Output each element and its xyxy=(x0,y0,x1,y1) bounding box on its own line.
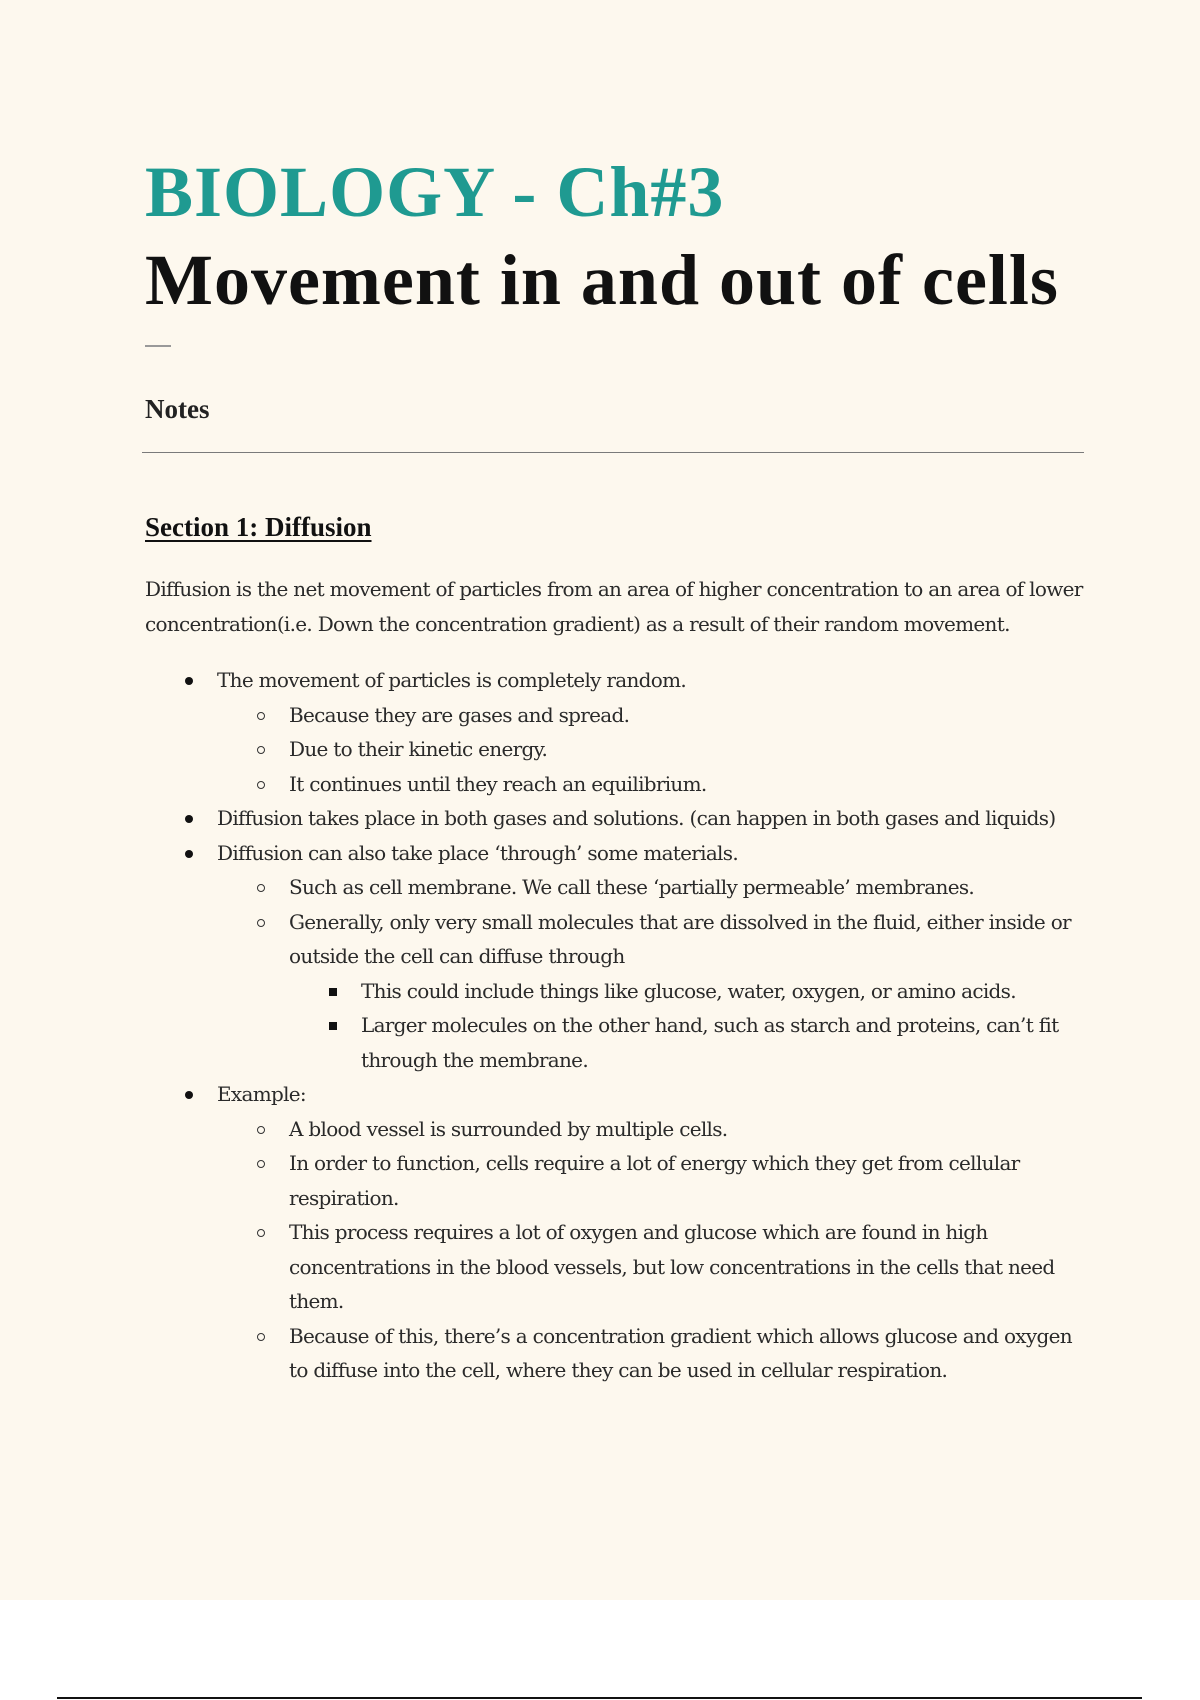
sub-list-item xyxy=(217,732,1090,767)
sub-list xyxy=(217,870,1090,1077)
sub-list-item-text: Such as cell membrane. We call these ‘partially permeable’ membranes. xyxy=(289,875,975,899)
section-heading: Section 1: Diffusion xyxy=(145,512,372,542)
sub-list-item-text: A blood vessel is surrounded by multiple cells. xyxy=(289,1116,728,1141)
sub-list-item xyxy=(217,1215,1090,1319)
section-content xyxy=(145,572,1090,1388)
horizontal-rule xyxy=(142,452,1084,453)
bullet-list xyxy=(145,663,1090,1388)
page-title: Movement in and out of cells xyxy=(145,240,1059,320)
bullet-circle-icon xyxy=(257,905,277,940)
sub-list-item-text: Due to their kinetic energy. xyxy=(289,737,548,761)
bullet-square-icon xyxy=(329,974,349,1009)
sub-list-item xyxy=(217,870,1090,905)
list-item xyxy=(145,663,1090,801)
sub-list-item-text: It continues until they reach an equilibrium. xyxy=(289,771,707,796)
sub-sub-list-item-text: Larger molecules on the other hand, such as starch and proteins, can’t fit through the membrane. xyxy=(361,1013,1059,1072)
bullet-disc-icon xyxy=(185,1077,205,1112)
sub-list-item-text: Generally, only very small molecules that are dissolved in the fluid, either inside or outside the cell can diffuse through xyxy=(289,909,1071,968)
sub-list-item xyxy=(217,767,1090,802)
subject-title: BIOLOGY - Ch#3 xyxy=(145,152,725,232)
sub-list-item-text: Because of this, there’s a concentration gradient which allows glucose and oxygen to diffuse into the cell, where they can be used in cellular respiration. xyxy=(289,1323,1072,1382)
sub-sub-list-item xyxy=(289,974,1090,1009)
list-item-text: Example: xyxy=(217,1082,306,1106)
page-bottom-rule xyxy=(57,1697,1142,1699)
bullet-circle-icon xyxy=(257,1146,277,1181)
bullet-circle-icon xyxy=(257,1215,277,1250)
list-item xyxy=(145,801,1090,836)
bullet-circle-icon xyxy=(257,870,277,905)
sub-sub-list xyxy=(289,974,1090,1078)
sub-sub-list-item-text: This could include things like glucose, water, oxygen, or amino acids. xyxy=(361,978,1016,1003)
sub-list-item-text: This process requires a lot of oxygen and glucose which are found in high concentrations in the blood vessels, but low concentrations in the cells that need them. xyxy=(289,1220,1055,1313)
list-item-text: Diffusion takes place in both gases and solutions. (can happen in both gases and liquids) xyxy=(217,806,1056,830)
bullet-circle-icon xyxy=(257,698,277,733)
sub-list-item xyxy=(217,698,1090,733)
bullet-disc-icon xyxy=(185,836,205,871)
intro-paragraph: Diffusion is the net movement of particles from an area of higher concentration to an area of lower concentration(i.e. Down the concentration gradient) as a result of their random movement. xyxy=(145,577,1083,636)
bullet-circle-icon xyxy=(257,767,277,802)
bullet-circle-icon xyxy=(257,1112,277,1147)
sub-sub-list-item xyxy=(289,1008,1090,1077)
bullet-circle-icon xyxy=(257,1319,277,1354)
bullet-disc-icon xyxy=(185,801,205,836)
bullet-square-icon xyxy=(329,1008,349,1043)
sub-list xyxy=(217,1112,1090,1388)
title-dash-divider xyxy=(145,345,171,347)
notes-label: Notes xyxy=(145,394,210,424)
sub-list-item xyxy=(217,1146,1090,1215)
sub-list-item xyxy=(217,905,1090,1078)
sub-list-item xyxy=(217,1319,1090,1388)
list-item-text: Diffusion can also take place ‘through’ some materials. xyxy=(217,840,738,865)
list-item xyxy=(145,1077,1090,1388)
sub-list-item-text: In order to function, cells require a lot of energy which they get from cellular respiration. xyxy=(289,1151,1020,1210)
bullet-circle-icon xyxy=(257,732,277,767)
bullet-disc-icon xyxy=(185,663,205,698)
list-item-text: The movement of particles is completely random. xyxy=(217,668,687,692)
list-item xyxy=(145,836,1090,1078)
sub-list xyxy=(217,698,1090,802)
sub-list-item-text: Because they are gases and spread. xyxy=(289,702,630,727)
sub-list-item xyxy=(217,1112,1090,1147)
